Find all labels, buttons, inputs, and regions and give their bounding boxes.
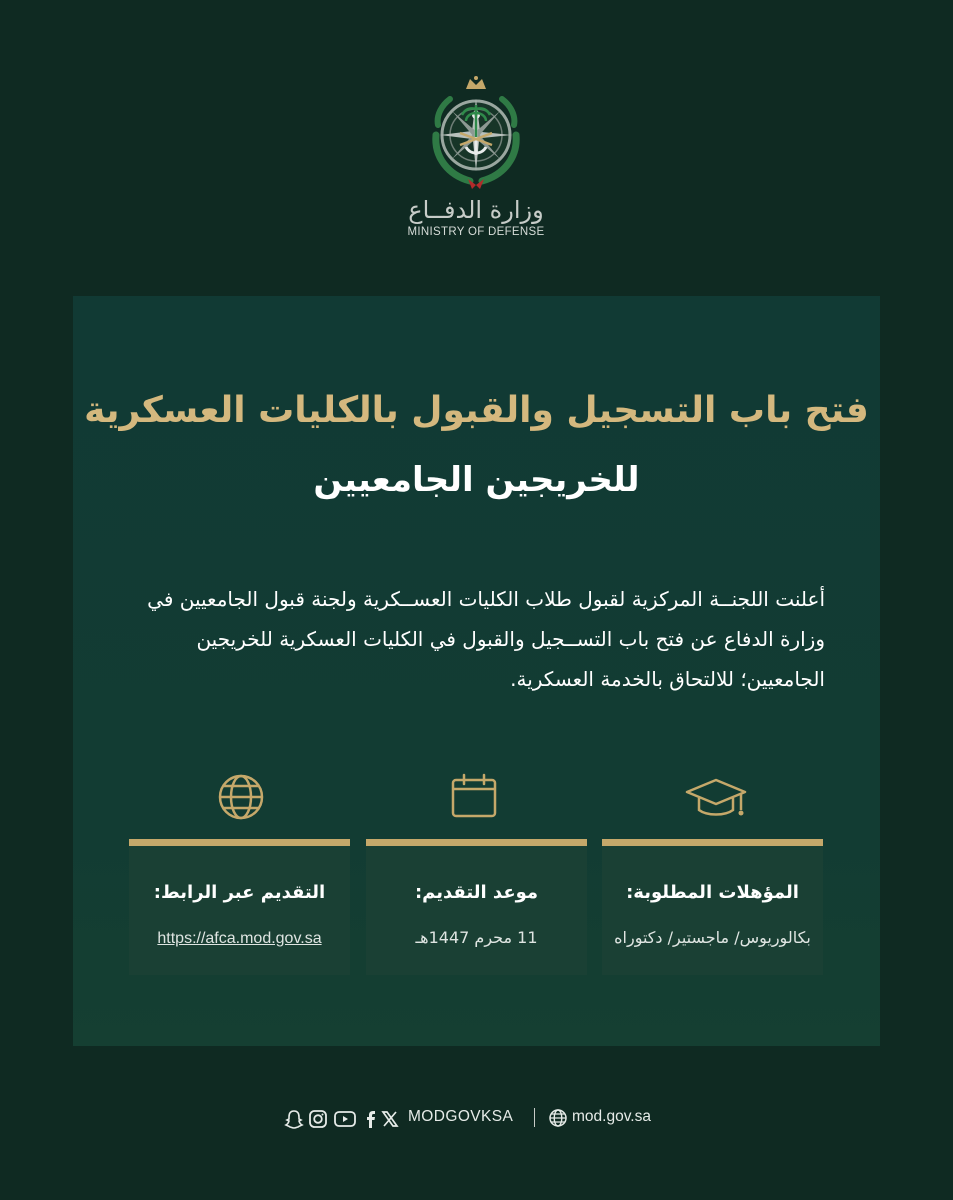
facebook-icon[interactable] (360, 1108, 382, 1130)
footer (0, 1106, 953, 1132)
qualifications-card (602, 839, 823, 975)
footer-divider (534, 1108, 535, 1127)
social-icons (283, 1108, 398, 1130)
youtube-icon[interactable] (333, 1108, 355, 1130)
social-handle[interactable]: MODGOVKSA (408, 1108, 514, 1125)
deadline-card (366, 839, 587, 975)
snapchat-icon[interactable] (283, 1108, 305, 1130)
calendar-icon (449, 772, 499, 822)
globe-icon (216, 772, 266, 822)
apply-link-value (129, 928, 350, 948)
x-icon[interactable] (380, 1108, 402, 1130)
deadline-title: موعد التقديم: (414, 882, 539, 903)
qualifications-title: المؤهلات المطلوبة: (626, 882, 799, 903)
ministry-name-english: MINISTRY OF DEFENSE (407, 226, 545, 238)
announcement-text: أعلنت اللجنــة المركزية لقبول طلاب الكليات العســكرية ولجنة قبول الجامعيين في وزارة الدفاع عن فتح باب التســجيل والقبول في الكليات العسكرية للخريجين الجامعيين؛ للالتحاق بالخدمة العسكرية. (147, 587, 825, 691)
qualifications-value: بكالوريوس/ ماجستير/ دكتوراه (614, 928, 811, 947)
headline: فتح باب التسجيل والقبول بالكليات العسكرية (84, 390, 869, 431)
deadline-value: 11 محرم 1447هـ (415, 928, 538, 947)
globe-icon (548, 1108, 568, 1128)
announcement-panel (73, 296, 880, 1046)
graduation-cap-icon (685, 772, 747, 822)
apply-link[interactable]: https://afca.mod.gov.sa (157, 930, 322, 947)
subheadline: للخريجين الجامعيين (313, 460, 640, 500)
ministry-name-arabic: وزارة الدفــاع (408, 196, 544, 224)
apply-link-card (129, 839, 350, 975)
apply-link-title: التقديم عبر الرابط: (153, 882, 326, 903)
instagram-icon[interactable] (307, 1108, 329, 1130)
website-link[interactable]: mod.gov.sa (572, 1108, 651, 1125)
ministry-logo (408, 75, 544, 245)
ministry-emblem-icon (418, 75, 534, 191)
